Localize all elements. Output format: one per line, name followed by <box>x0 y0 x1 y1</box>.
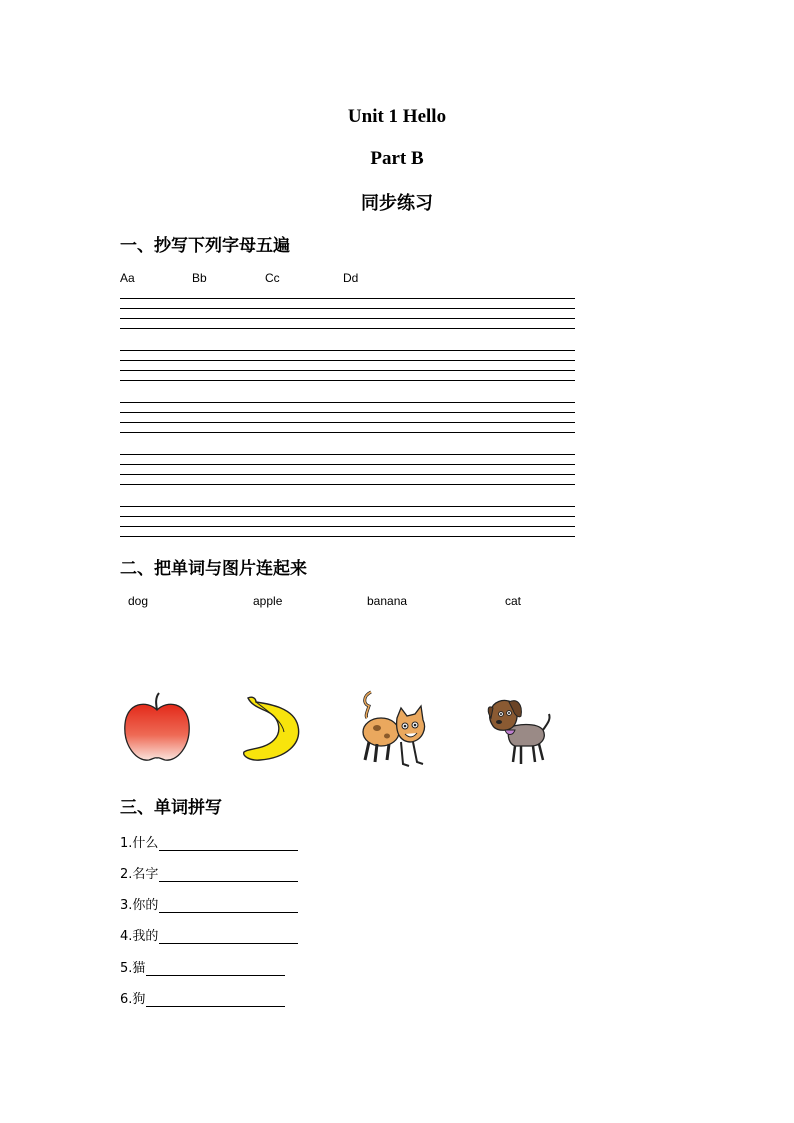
writing-line <box>120 454 575 455</box>
writing-line <box>120 474 575 475</box>
writing-line <box>120 360 575 361</box>
writing-line <box>120 526 575 527</box>
writing-line <box>120 506 575 507</box>
banana-icon[interactable] <box>236 688 312 774</box>
dog-icon[interactable] <box>481 688 557 774</box>
answer-blank[interactable] <box>159 898 298 913</box>
section-3-heading: 三、单词拼写 <box>120 798 222 818</box>
writing-line <box>120 350 575 351</box>
spelling-item-3 <box>120 894 298 913</box>
word-apple[interactable]: apple <box>253 594 283 608</box>
spelling-item-2 <box>120 863 298 882</box>
answer-blank[interactable] <box>146 992 285 1007</box>
word-cat[interactable]: cat <box>505 594 522 608</box>
letter-dd: Dd <box>343 271 359 285</box>
writing-line <box>120 402 575 403</box>
writing-line <box>120 328 575 329</box>
unit-title: Unit 1 Hello <box>347 106 447 127</box>
spelling-prompt: 4.我的 <box>120 929 159 944</box>
word-dog[interactable]: dog <box>128 594 149 608</box>
writing-line <box>120 308 575 309</box>
spelling-item-5 <box>120 957 285 976</box>
writing-line <box>120 370 575 371</box>
letter-bb: Bb <box>192 271 207 285</box>
writing-line <box>120 422 575 423</box>
answer-blank[interactable] <box>159 836 298 851</box>
answer-blank[interactable] <box>159 929 298 944</box>
writing-line <box>120 380 575 381</box>
part-title: Part B <box>370 148 424 169</box>
letter-cc: Cc <box>265 271 280 285</box>
letter-aa: Aa <box>120 271 135 285</box>
section-1-heading: 一、抄写下列字母五遍 <box>120 236 290 256</box>
answer-blank[interactable] <box>146 961 285 976</box>
writing-line <box>120 484 575 485</box>
page-subtitle: 同步练习 <box>361 193 433 214</box>
section-2-heading: 二、把单词与图片连起来 <box>120 559 307 579</box>
spelling-prompt: 1.什么 <box>120 836 159 851</box>
writing-line <box>120 318 575 319</box>
spelling-item-1 <box>120 832 298 851</box>
spelling-item-4 <box>120 925 298 944</box>
answer-blank[interactable] <box>159 867 298 882</box>
spelling-item-6 <box>120 988 285 1007</box>
writing-line <box>120 464 575 465</box>
spelling-prompt: 5.猫 <box>120 961 146 976</box>
writing-line <box>120 412 575 413</box>
spelling-prompt: 2.名字 <box>120 867 159 882</box>
writing-line <box>120 516 575 517</box>
writing-line <box>120 298 575 299</box>
writing-line <box>120 536 575 537</box>
spelling-prompt: 3.你的 <box>120 898 159 913</box>
spelling-prompt: 6.狗 <box>120 992 146 1007</box>
writing-line <box>120 432 575 433</box>
apple-icon[interactable] <box>119 688 195 774</box>
cat-icon[interactable] <box>357 688 433 774</box>
word-banana[interactable]: banana <box>367 594 408 608</box>
